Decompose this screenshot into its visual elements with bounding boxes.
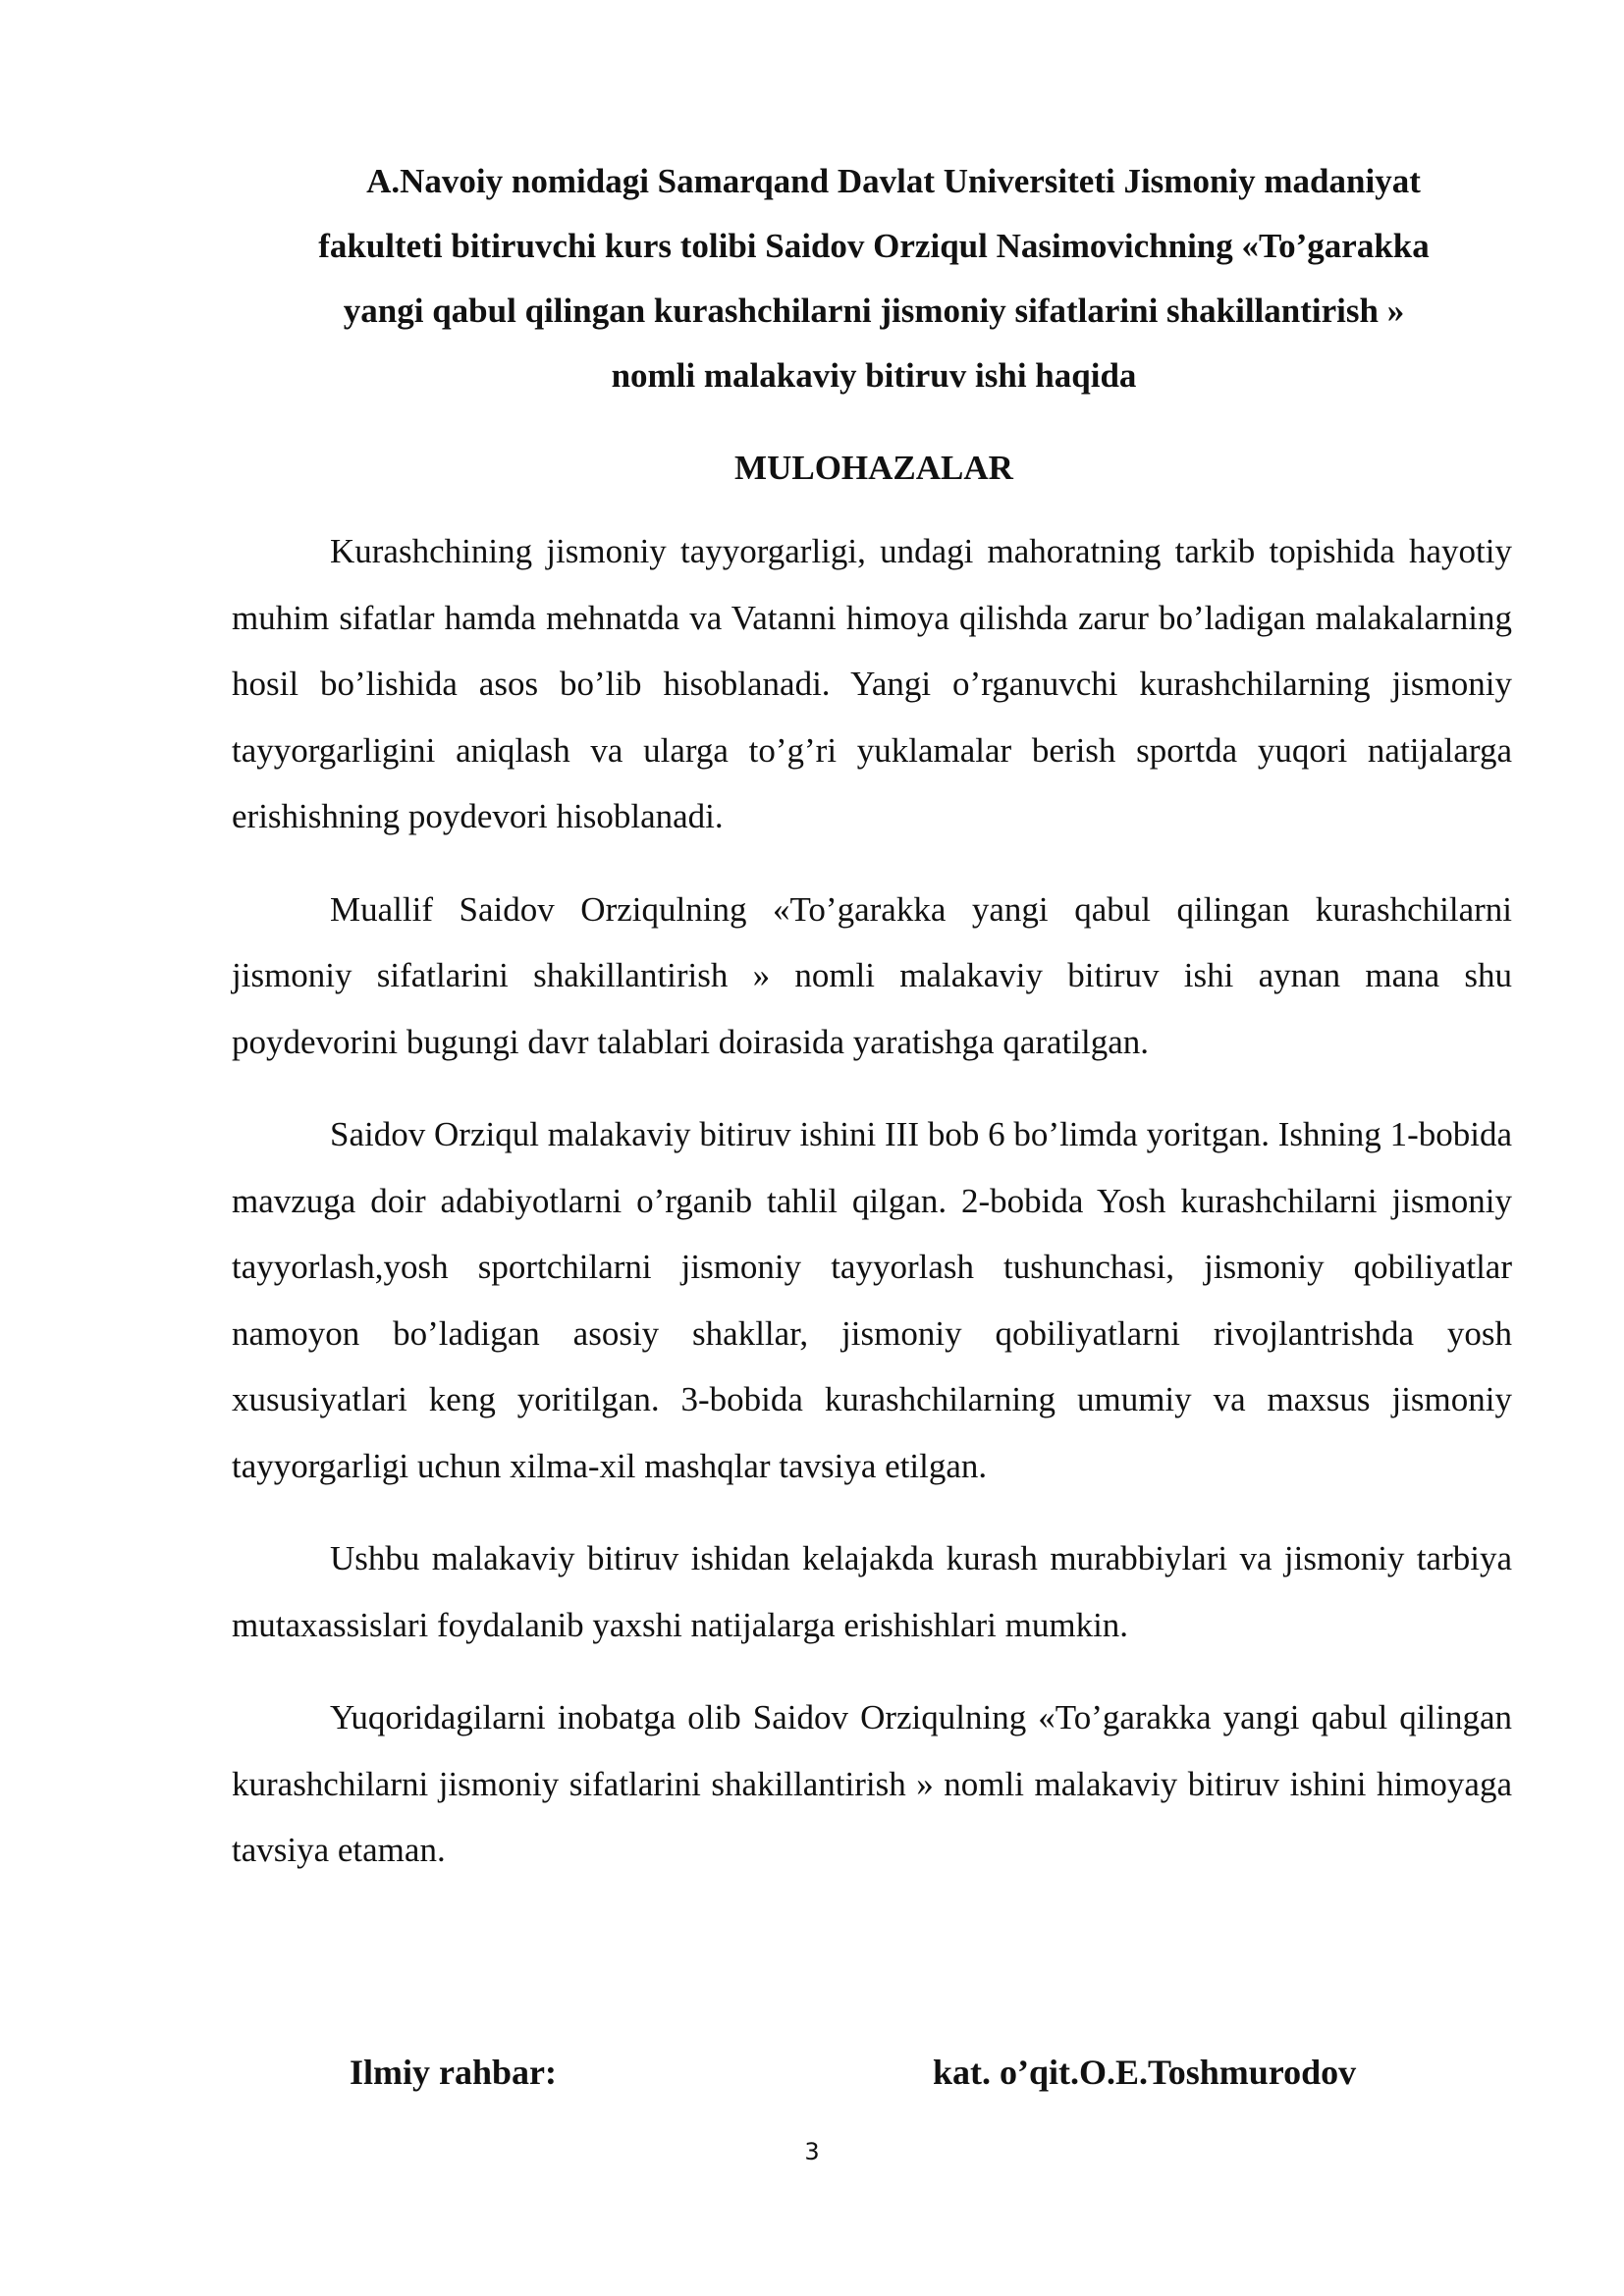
signature-label: Ilmiy rahbar: — [350, 2053, 557, 2092]
heading-line: A.Navoiy nomidagi Samarqand Davlat Universiteti Jismoniy madaniyat — [366, 162, 1421, 200]
body-paragraph: Yuqoridagilarni inobatga olib Saidov Orziqulning «To’garakka yangi qabul qilingan kurashchilarni jismoniy sifatlarini shakillantirish » nomli malakaviy bitiruv ishini himoyaga tavsiya etaman. — [232, 1698, 1512, 1869]
document-heading — [226, 149, 1522, 408]
document-body — [232, 518, 1512, 1910]
heading-line: yangi qabul qilingan kurashchilarni jismoniy sifatlarini shakillantirish » — [343, 292, 1405, 330]
document-title: MULOHAZALAR — [734, 449, 1013, 487]
signatory-name: kat. o’qit.O.E.Toshmurodov — [933, 2053, 1357, 2092]
body-paragraph: Ushbu malakaviy bitiruv ishidan kelajakda kurash murabbiylari va jismoniy tarbiya mutaxassislari foydalanib yaxshi natijalarga erishishlari mumkin. — [232, 1539, 1512, 1644]
page-number: 3 — [804, 2138, 820, 2165]
heading-line: nomli malakaviy bitiruv ishi haqida — [611, 356, 1137, 395]
signature-block — [0, 2052, 1624, 2110]
heading-line: fakulteti bitiruvchi kurs tolibi Saidov Orziqul Nasimovichning «To’garakka — [318, 227, 1430, 265]
body-paragraph: Saidov Orziqul malakaviy bitiruv ishini III bob 6 bo’limda yoritgan. Ishning 1-bobida mavzuga doir adabiyotlarni o’rganib tahlil qilgan. 2-bobida Yosh kurashchilarni jismoniy tayyorlash,yosh sportchilarni jismoniy tayyorlash tushunchasi, jismoniy qobiliyatlar namoyon bo’ladigan asosiy shakllar, jismoniy qobiliyatlarni rivojlantrishda yosh xususiyatlari keng yoritilgan. 3-bobida kurashchilarning umumiy va maxsus jismoniy tayyorgarligi uchun xilma-xil mashqlar tavsiya etilgan. — [232, 1115, 1512, 1485]
body-paragraph: Kurashchining jismoniy tayyorgarligi, undagi mahoratning tarkib topishida hayotiy muhim sifatlar hamda mehnatda va Vatanni himoya qilishda zarur bo’ladigan malakalarning hosil bo’lishida asos bo’lib hisoblanadi. Yangi o’rganuvchi kurashchilarning jismoniy tayyorgarligini aniqlash va ularga to’g’ri yuklamalar berish sportda yuqori natijalarga erishishning poydevori hisoblanadi. — [232, 532, 1512, 835]
body-paragraph: Muallif Saidov Orziqulning «To’garakka yangi qabul qilingan kurashchilarni jismoniy sifatlarini shakillantirish » nomli malakaviy bitiruv ishi aynan mana shu poydevorini bugungi davr talablari doirasida yaratishga qaratilgan. — [232, 889, 1512, 1061]
